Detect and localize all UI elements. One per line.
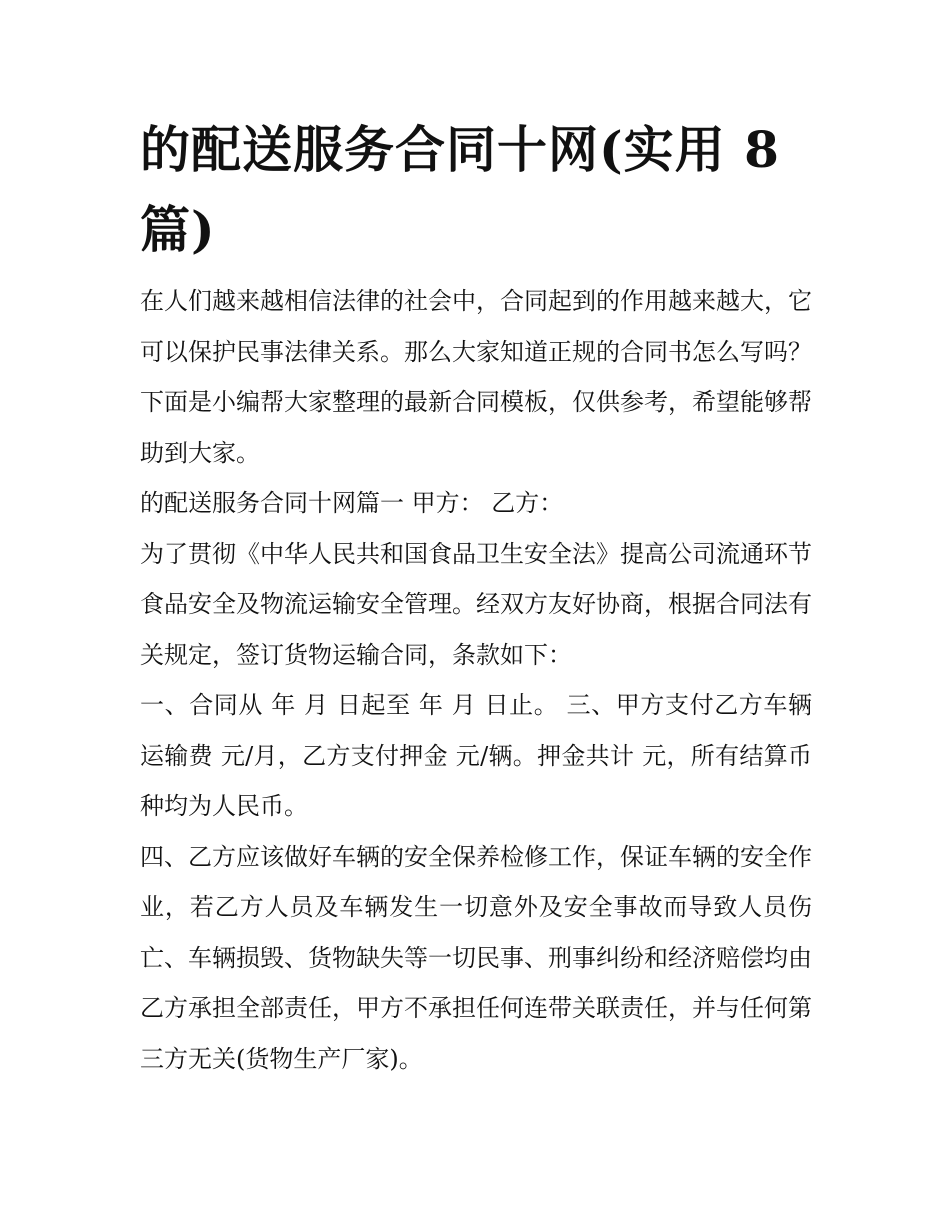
paragraph-term-and-fees: 一、合同从 年 月 日起至 年 月 日止。 三、甲方支付乙方车辆运输费 元/月，乙方支付押金 元/辆。押金共计 元，所有结算币种均为人民币。	[140, 691, 812, 820]
paragraph-intro: 在人们越来越相信法律的社会中，合同起到的作用越来越大，它可以保护民事法律关系。那么大家知道正规的合同书怎么写吗？下面是小编帮大家整理的最新合同模板，仅供参考，希望能够帮助到大家。	[140, 287, 812, 467]
paragraph-safety-liability: 四、乙方应该做好车辆的安全保养检修工作，保证车辆的安全作业，若乙方人员及车辆发生一切意外及安全事故而导致人员伤亡、车辆损毁、货物缺失等一切民事、刑事纠纷和经济赔偿均由乙方承担全部责任，甲方不承担任何连带关联责任，并与任何第三方无关(货物生产厂家)。	[140, 842, 812, 1073]
paragraph-purpose: 为了贯彻《中华人民共和国食品卫生安全法》提高公司流通环节食品安全及物流运输安全管理。经双方友好协商，根据合同法有关规定，签订货物运输合同，条款如下：	[140, 539, 812, 669]
paragraph-parties: 的配送服务合同十网篇一 甲方： 乙方：	[140, 489, 564, 517]
document-body	[140, 276, 812, 1084]
document-title: 的配送服务合同十网(实用 8 篇)	[140, 120, 780, 259]
